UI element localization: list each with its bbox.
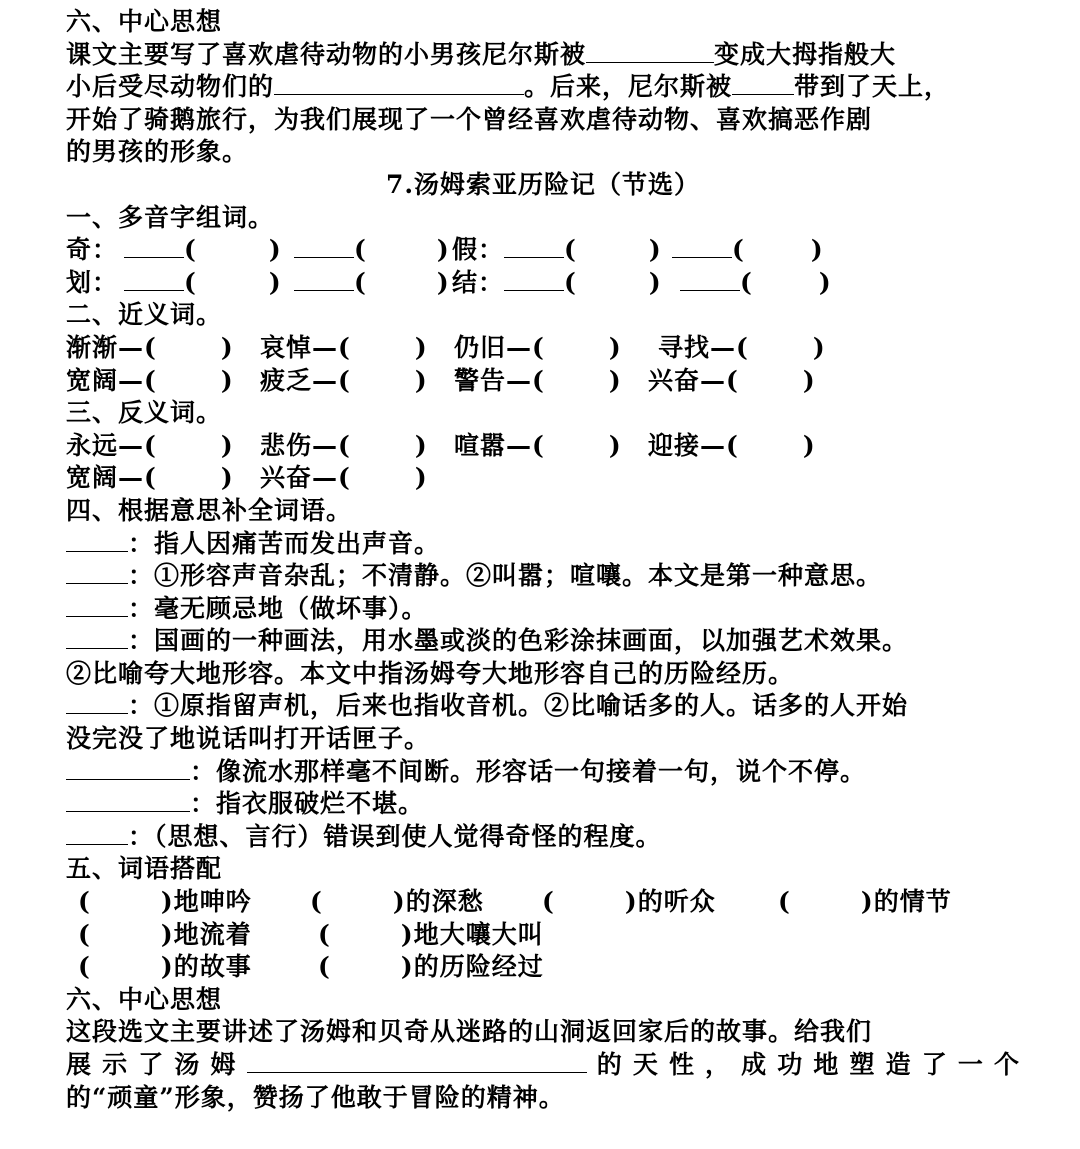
text-segment: 课文主要写了喜欢虐待动物的小男孩尼尔斯被 [66, 39, 587, 69]
collocation-word: 的情节 [873, 887, 952, 917]
definition-text: ：指人因痛苦而发出声音。 [128, 528, 441, 558]
collocation-word: 的故事 [173, 952, 252, 982]
antonym-word: 迎接— [648, 430, 727, 460]
s3-heading: 三、反义词。 [66, 398, 223, 428]
answer-blank[interactable] [66, 529, 128, 552]
s6-line-2 [66, 1049, 1020, 1082]
answer-paren[interactable]: ( ) [338, 332, 428, 362]
answer-paren[interactable]: ( ) [144, 463, 234, 493]
answer-paren[interactable]: ( ) [144, 332, 234, 362]
answer-paren[interactable]: ( ) [354, 235, 450, 265]
answer-paren[interactable]: ( ) [732, 235, 824, 265]
antonym-word: 宽阔— [66, 463, 145, 493]
top-summary-line-3: 开始了骑鹅旅行，为我们展现了一个曾经喜欢虐待动物、喜欢搞恶作剧 [66, 104, 873, 134]
answer-blank[interactable] [504, 235, 564, 258]
synonym-row-1 [66, 332, 1020, 365]
collocation-word: 地流着 [173, 919, 252, 949]
answer-blank[interactable] [66, 561, 128, 584]
definition-text: ：（思想、言行）错误到使人觉得奇怪的程度。 [128, 821, 662, 851]
synonym-word: 渐渐— [66, 332, 145, 362]
answer-paren[interactable]: ( ) [354, 267, 450, 297]
polyphone-row-2 [66, 267, 1020, 300]
answer-blank[interactable] [274, 72, 524, 95]
antonym-word: 悲伤— [260, 430, 339, 460]
synonym-word: 仍旧— [454, 332, 533, 362]
definition-continuation: ②比喻夸大地形容。本文中指汤姆夸大地形容自己的历险经历。 [66, 658, 795, 688]
definition-text: ：像流水那样毫不间断。形容话一句接着一句，说个不停。 [190, 756, 867, 786]
collocation-word: 地大嚷大叫 [413, 919, 544, 949]
collocation-row-1 [66, 886, 1020, 919]
collocation-row-2 [66, 919, 1020, 952]
s6-line-3: 的“顽童”形象，赞扬了他敢于冒险的精神。 [66, 1082, 565, 1112]
top-summary-line-2 [66, 71, 1020, 104]
s5-heading: 五、词语搭配 [66, 854, 223, 884]
definition-row [66, 625, 1020, 658]
polyphone-char: 划： [66, 267, 119, 297]
answer-blank[interactable] [66, 789, 190, 812]
collocation-row-3 [66, 951, 1020, 984]
antonym-word: 永远— [66, 430, 145, 460]
collocation-word: 地呻吟 [173, 887, 252, 917]
polyphone-char: 奇： [66, 235, 119, 265]
answer-blank[interactable] [124, 235, 184, 258]
text-segment: 小后受尽动物们的 [66, 72, 275, 102]
antonym-word: 喧嚣— [454, 430, 533, 460]
definition-text: ：毫无顾忌地（做坏事）。 [128, 593, 428, 623]
answer-blank[interactable] [294, 268, 354, 291]
answer-paren[interactable]: ( ) [532, 365, 622, 395]
answer-blank[interactable] [672, 235, 732, 258]
collocation-word: 的深愁 [405, 887, 484, 917]
answer-paren[interactable]: ( ) [318, 919, 414, 949]
text-segment: 变成大拇指般大 [714, 39, 897, 69]
s4-heading: 四、根据意思补全词语。 [66, 495, 353, 525]
answer-paren[interactable]: ( ) [318, 952, 414, 982]
answer-paren[interactable]: ( ) [564, 267, 662, 297]
answer-blank[interactable] [66, 822, 128, 845]
synonym-word: 警告— [454, 365, 533, 395]
synonym-row-2 [66, 365, 1020, 398]
answer-blank[interactable] [247, 1050, 587, 1073]
top-section-heading: 六、中心思想 [66, 7, 223, 36]
definition-row [66, 690, 1020, 723]
definition-row [66, 788, 1020, 821]
antonym-row-2 [66, 462, 1020, 495]
text-segment: 。后来，尼尔斯被 [524, 72, 733, 102]
definition-row [66, 528, 1020, 561]
s6-heading: 六、中心思想 [66, 984, 223, 1014]
definition-text: ：①形容声音杂乱；不清静。②叫嚣；喧嚷。本文是第一种意思。 [128, 561, 883, 591]
synonym-word: 哀悼— [260, 332, 339, 362]
answer-paren[interactable]: ( ) [184, 235, 282, 265]
answer-paren[interactable]: ( ) [338, 463, 428, 493]
collocation-word: 的听众 [637, 887, 716, 917]
antonym-word: 兴奋— [260, 463, 339, 493]
s2-heading: 二、近义词。 [66, 300, 223, 330]
text-segment: 带到了天上， [794, 72, 951, 102]
definition-continuation: 没完没了地说话叫打开话匣子。 [66, 724, 431, 754]
synonym-word: 宽阔— [66, 365, 145, 395]
answer-paren[interactable]: ( ) [736, 332, 826, 362]
synonym-word: 疲乏— [260, 365, 339, 395]
synonym-word: 寻找— [658, 332, 737, 362]
answer-paren[interactable]: ( ) [338, 430, 428, 460]
answer-blank[interactable] [66, 757, 190, 780]
answer-blank[interactable] [66, 626, 128, 649]
answer-paren[interactable]: ( ) [542, 887, 638, 917]
answer-paren[interactable]: ( ) [726, 430, 816, 460]
answer-paren[interactable]: ( ) [78, 952, 174, 982]
text-segment: 展示了汤姆 [66, 1050, 247, 1079]
s6-line-1: 这段选文主要讲述了汤姆和贝奇从迷路的山洞返回家后的故事。给我们 [66, 1017, 873, 1047]
answer-blank[interactable] [680, 268, 740, 291]
definition-row [66, 560, 1020, 593]
definition-text: ：①原指留声机，后来也指收音机。②比喻话多的人。话多的人开始 [128, 691, 909, 721]
answer-paren[interactable]: ( ) [532, 430, 622, 460]
top-summary-line-1 [66, 39, 1020, 72]
synonym-word: 兴奋— [648, 365, 727, 395]
definition-row [66, 593, 1020, 626]
answer-blank[interactable] [66, 691, 128, 714]
polyphone-char: 假： [452, 235, 505, 265]
collocation-word: 的历险经过 [413, 952, 544, 982]
answer-blank[interactable] [294, 235, 354, 258]
answer-blank[interactable] [124, 268, 184, 291]
answer-blank[interactable] [732, 72, 794, 95]
top-summary-line-4: 的男孩的形象。 [66, 137, 249, 167]
answer-blank[interactable] [586, 40, 714, 63]
lesson-title: 7.汤姆索亚历险记（节选） [385, 169, 701, 199]
text-segment: 的天性，成功地塑造了一个 [586, 1050, 1020, 1079]
answer-paren[interactable]: ( ) [726, 365, 816, 395]
definition-row [66, 821, 1020, 854]
answer-paren[interactable]: ( ) [564, 235, 662, 265]
antonym-row-1 [66, 430, 1020, 463]
definition-row [66, 756, 1020, 789]
answer-paren[interactable]: ( ) [144, 365, 234, 395]
answer-paren[interactable]: ( ) [184, 267, 282, 297]
answer-blank[interactable] [504, 268, 564, 291]
answer-paren[interactable]: ( ) [532, 332, 622, 362]
answer-blank[interactable] [66, 594, 128, 617]
answer-paren[interactable]: ( ) [740, 267, 832, 297]
polyphone-char: 结： [452, 267, 505, 297]
answer-paren[interactable]: ( ) [310, 887, 406, 917]
answer-paren[interactable]: ( ) [78, 919, 174, 949]
definition-text: ：指衣服破烂不堪。 [190, 789, 425, 819]
answer-paren[interactable]: ( ) [338, 365, 428, 395]
answer-paren[interactable]: ( ) [778, 887, 874, 917]
s1-heading: 一、多音字组词。 [66, 202, 275, 232]
definition-text: ：国画的一种画法，用水墨或淡的色彩涂抹画面，以加强艺术效果。 [128, 626, 909, 656]
answer-paren[interactable]: ( ) [144, 430, 234, 460]
polyphone-row-1 [66, 234, 1020, 267]
answer-paren[interactable]: ( ) [78, 887, 174, 917]
